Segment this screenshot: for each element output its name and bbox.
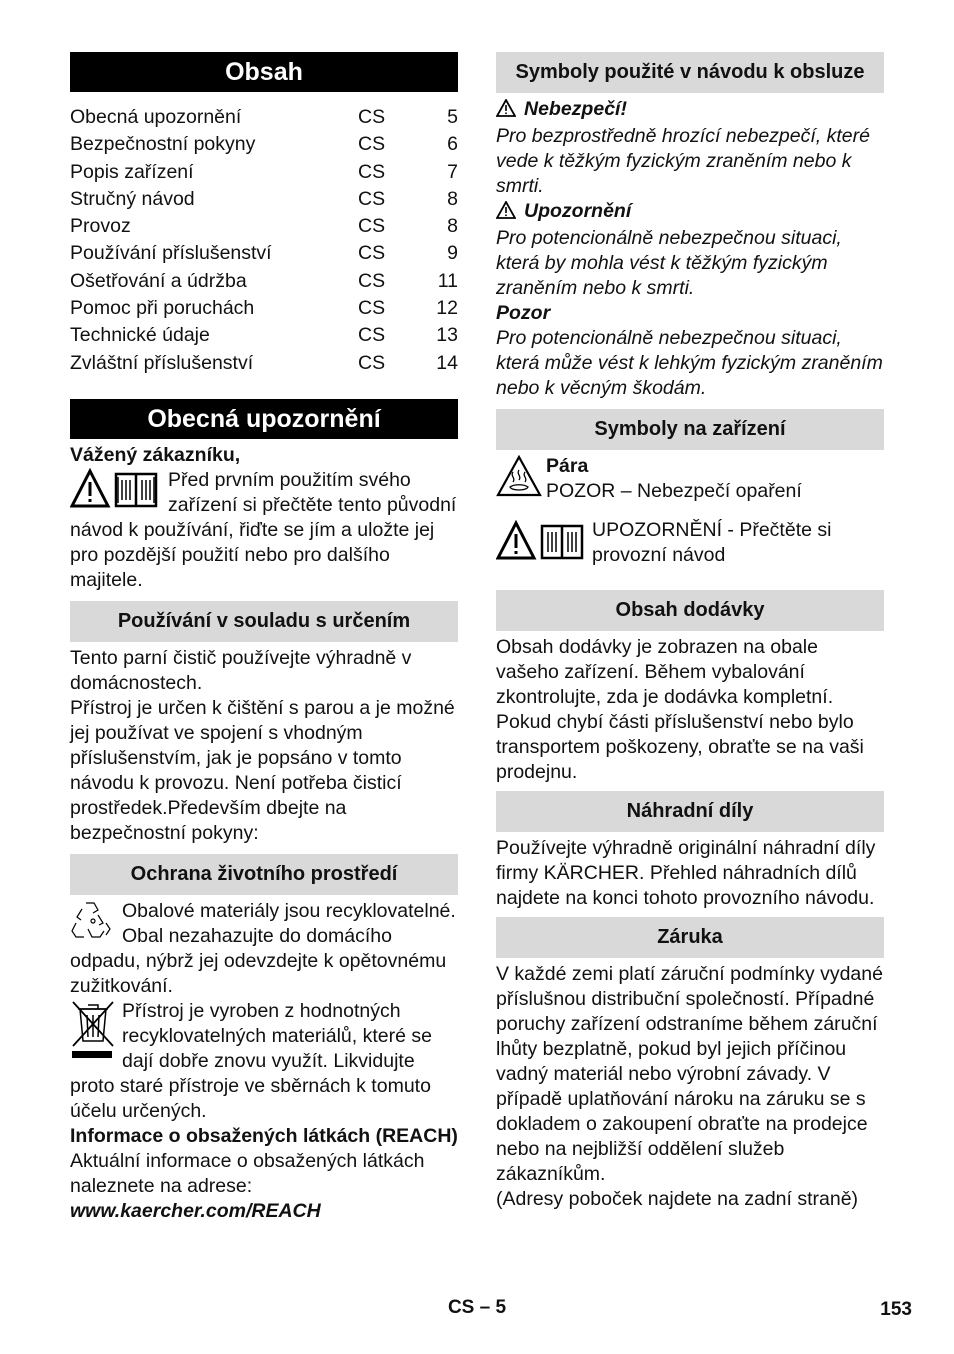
toc-row[interactable]	[70, 322, 458, 349]
environment-heading: Ochrana životního prostředí	[70, 854, 458, 895]
reach-heading: Informace o obsažených látkách (REACH)	[70, 1124, 458, 1147]
warning-manual-icon	[70, 468, 162, 516]
toc-title: Stručný návod	[70, 187, 195, 210]
right-column	[496, 52, 884, 1212]
toc-row[interactable]	[70, 295, 458, 322]
toc-row[interactable]	[70, 186, 458, 213]
toc-title: Popis zařízení	[70, 160, 194, 183]
warranty-text: V každé zemi platí záruční podmínky vydané příslušnou distribuční společností. Případné poruchy zařízení odstraníme během záruční lhůty bezplatně, pokud byl jejich příčinou vadný materiál nebo výrobní závady. V případě uplatňování nároku na záruku se s dokladem o zakoupení obraťte na prodejce nebo na nejbližší oddělení služeb zákazníkům.	[496, 963, 883, 1185]
toc-title: Používání příslušenství	[70, 242, 272, 265]
toc-row[interactable]	[70, 268, 458, 295]
toc-language: CS	[358, 269, 386, 292]
toc-language: CS	[358, 242, 386, 265]
toc-language: CS	[358, 215, 386, 238]
warning-manual-icon	[496, 520, 586, 568]
toc-page-number: 11	[437, 269, 458, 292]
warranty-heading: Záruka	[496, 917, 884, 958]
warning-text: Pro potencionálně nebezpečnou situaci, která by mohla vést k těžkým fyzickým zraněním nebo k smrti.	[496, 227, 842, 299]
toc-language: CS	[358, 160, 386, 183]
danger-text: Pro bezprostředně hrozící nebezpečí, které vede k těžkým fyzickým zraněním nebo k smrti.	[496, 125, 870, 197]
danger-label: Nebezpečí!	[524, 98, 627, 120]
dear-customer-block	[70, 468, 458, 593]
recycling-icon	[70, 899, 116, 949]
steam-text: POZOR – Nebezpečí opaření	[546, 480, 802, 502]
caution-text: Pro potencionálně nebezpečnou situaci, která může vést k lehkým fyzickým zraněním nebo k věcným škodám.	[496, 327, 883, 399]
intended-use-text-1: Tento parní čistič používejte výhradně v domácnostech.	[70, 646, 412, 694]
toc-page-number: 8	[447, 187, 458, 210]
steam-block	[496, 454, 884, 504]
reach-text: Aktuální informace o obsažených látkách naleznete na adrese:	[70, 1149, 425, 1197]
toc-page-number: 6	[447, 133, 458, 156]
toc-row[interactable]	[70, 350, 458, 377]
read-manual-block	[496, 518, 884, 568]
toc-row[interactable]	[70, 159, 458, 186]
warranty-note: (Adresy poboček najdete na zadní straně)	[496, 1188, 859, 1210]
spare-parts-text: Používejte výhradně originální náhradní díly firmy KÄRCHER. Přehled náhradních dílů najdete na konci tohoto provozního návodu.	[496, 837, 876, 909]
dear-customer: Vážený zákazníku,	[70, 443, 241, 466]
dear-customer-text: Před prvním použitím svého zařízení si přečtěte tento původní návod k používání, řiďte se jím a uložte jej pro pozdější použití nebo pro dalšího majitele.	[70, 468, 457, 591]
table-of-contents	[70, 104, 458, 377]
footer-section-label: CS – 5	[447, 1297, 507, 1318]
disposal-block	[70, 999, 458, 1124]
toc-title: Technické údaje	[70, 324, 210, 347]
recycling-block	[70, 899, 458, 999]
toc-page-number: 12	[436, 297, 458, 320]
read-manual-text: UPOZORNĚNÍ - Přečtěte si provozní návod	[592, 519, 832, 566]
device-symbols-heading: Symboly na zařízení	[496, 409, 884, 450]
delivery-heading: Obsah dodávky	[496, 590, 884, 631]
toc-title: Zvláštní příslušenství	[70, 351, 254, 374]
symbols-heading: Symboly použité v návodu k obsluze	[496, 52, 884, 93]
toc-language: CS	[358, 324, 386, 347]
toc-page-number: 14	[436, 351, 458, 374]
disposal-text: Přístroj je vyroben z hodnotných recyklovatelných materiálů, které se dají dobře znovu využít. Likvidujte proto staré přístroje ve sběrnách k tomuto účelu určených.	[70, 999, 432, 1122]
toc-page-number: 8	[447, 215, 458, 238]
toc-title: Pomoc při poruchách	[70, 297, 255, 320]
spare-parts-heading: Náhradní díly	[496, 791, 884, 832]
reach-link[interactable]: www.kaercher.com/REACH	[70, 1199, 321, 1222]
left-column	[70, 52, 458, 1224]
page-number: 153	[880, 1299, 912, 1320]
toc-language: CS	[358, 106, 386, 128]
general-notes-heading: Obecná upozornění	[70, 399, 458, 439]
toc-row[interactable]	[70, 213, 458, 240]
toc-page-number: 5	[447, 106, 458, 128]
toc-page-number: 13	[436, 324, 458, 347]
warning-label: Upozornění	[524, 200, 632, 222]
toc-heading: Obsah	[70, 52, 458, 92]
toc-language: CS	[358, 351, 386, 374]
caution-label: Pozor	[496, 302, 551, 324]
toc-language: CS	[358, 187, 386, 210]
toc-title: Bezpečnostní pokyny	[70, 133, 256, 156]
warning-triangle-icon	[496, 201, 516, 226]
toc-row[interactable]	[70, 104, 458, 131]
crossed-bin-icon	[70, 999, 116, 1071]
delivery-text-2: Pokud chybí části příslušenství nebo bylo transportem poškozeny, obraťte se na vaši prodejnu.	[496, 711, 864, 783]
intended-use-text-2: Přístroj je určen k čištění s parou a je možné jej používat ve spojení s vhodným příslušenstvím, jak je popsáno v tomto návodu k provozu. Není potřeba čisticí prostředek.Především dbejte na bezpečnostní pokyny:	[70, 696, 455, 844]
warning-triangle-icon	[496, 99, 516, 124]
toc-title: Obecná upozornění	[70, 106, 242, 128]
warning-label-row	[496, 199, 884, 226]
recycling-text: Obalové materiály jsou recyklovatelné. Obal nezahazujte do domácího odpadu, nýbrž jej odevzdejte k opětovnému zužitkování.	[70, 899, 456, 997]
steam-label: Pára	[546, 455, 589, 477]
toc-row[interactable]	[70, 131, 458, 158]
toc-page-number: 9	[447, 242, 458, 265]
toc-title: Provoz	[70, 215, 131, 238]
toc-title: Ošetřování a údržba	[70, 269, 247, 292]
danger-label-row	[496, 97, 884, 124]
delivery-text: Obsah dodávky je zobrazen na obale vašeho zařízení. Během vybalování zkontrolujte, zda je dodávka kompletní.	[496, 636, 834, 708]
hot-steam-icon	[496, 454, 542, 504]
toc-language: CS	[358, 297, 386, 320]
toc-language: CS	[358, 133, 386, 156]
toc-page-number: 7	[447, 160, 458, 183]
intended-use-heading: Používání v souladu s určením	[70, 601, 458, 642]
toc-row[interactable]	[70, 240, 458, 267]
